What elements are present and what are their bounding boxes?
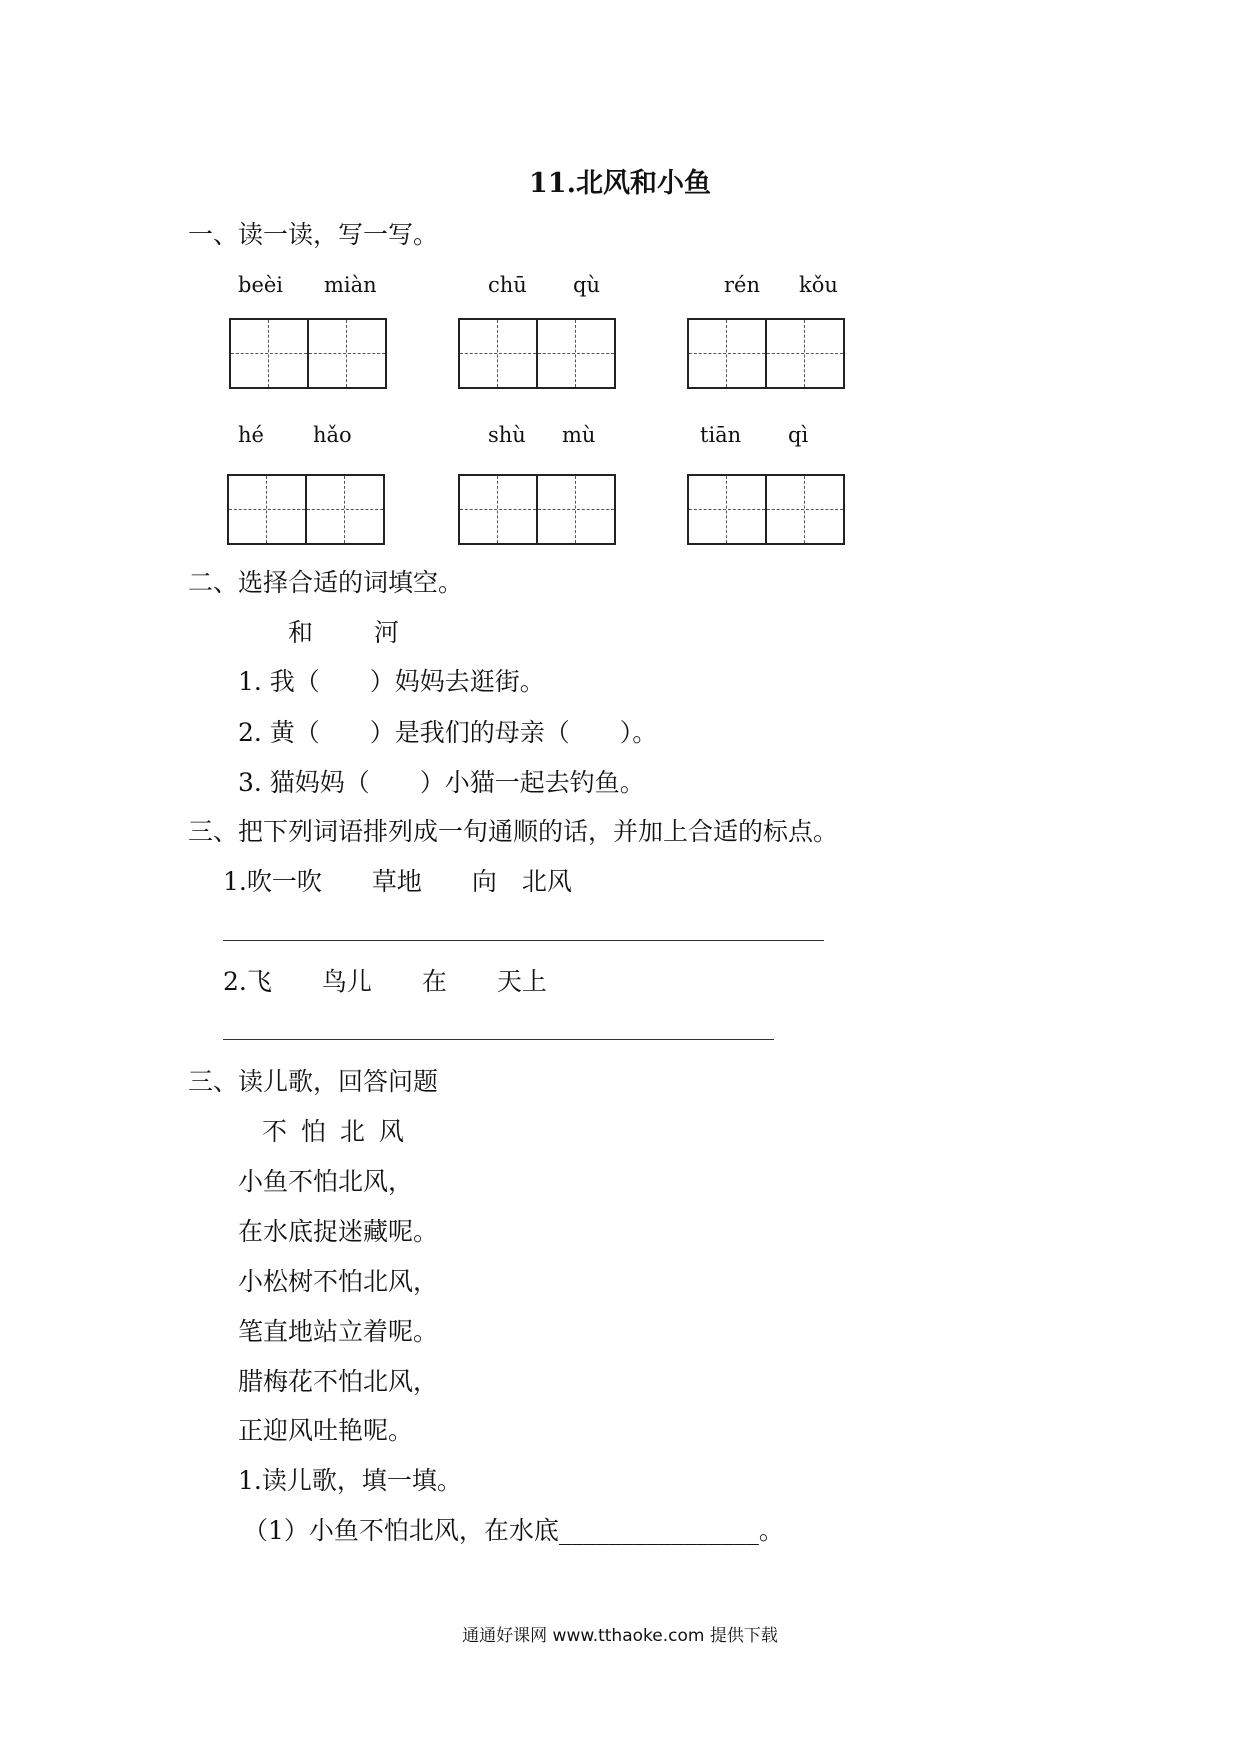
guide-line-vertical (726, 320, 727, 387)
guide-line-horizontal (689, 353, 765, 354)
guide-line-vertical (804, 320, 805, 387)
poem-line: 小鱼不怕北风， (238, 1167, 414, 1196)
pinyin-label: hǎo (313, 423, 352, 447)
writing-cell (536, 320, 614, 387)
word-choice: 河 (374, 618, 400, 647)
writing-cell (765, 320, 843, 387)
word-choice: 和 (288, 618, 314, 647)
poem-question: 1.读儿歌，填一填。 (238, 1466, 462, 1495)
guide-line-vertical (575, 476, 576, 543)
writing-cell (765, 476, 843, 543)
section1-heading: 一、读一读，写一写。 (188, 220, 439, 249)
poem-sub-question: （1）小鱼不怕北风，在水底________________。 (243, 1516, 784, 1545)
pinyin-label: hé (238, 423, 264, 447)
pinyin-label: chū (488, 273, 527, 297)
pinyin-label: mù (562, 423, 596, 447)
writing-grid (458, 474, 616, 545)
pinyin-label: kǒu (799, 273, 838, 297)
guide-line-horizontal (309, 353, 385, 354)
pinyin-label: rén (724, 273, 760, 297)
writing-grid (458, 318, 616, 389)
section2-heading: 二、选择合适的词填空。 (188, 568, 464, 597)
poem-title: 不 怕 北 风 (262, 1117, 404, 1146)
writing-cell (231, 320, 307, 387)
writing-cell (229, 476, 305, 543)
section4-heading: 三、读儿歌，回答问题 (188, 1067, 439, 1096)
guide-line-vertical (346, 320, 347, 387)
writing-grid (687, 318, 845, 389)
guide-line-vertical (266, 476, 267, 543)
guide-line-horizontal (460, 353, 536, 354)
page-title: 11.北风和小鱼 (529, 168, 711, 199)
guide-line-vertical (497, 320, 498, 387)
guide-line-vertical (726, 476, 727, 543)
word-order-item: 1.吹一吹 草地 向 北风 (223, 867, 572, 896)
writing-cell (689, 320, 765, 387)
guide-line-vertical (575, 320, 576, 387)
poem-line: 小松树不怕北风， (238, 1267, 439, 1296)
writing-cell (460, 476, 536, 543)
pinyin-label: beèi (238, 273, 284, 297)
pinyin-label: qì (788, 423, 809, 447)
guide-line-vertical (497, 476, 498, 543)
writing-grid (227, 474, 385, 545)
guide-line-horizontal (307, 509, 383, 510)
guide-line-horizontal (538, 509, 614, 510)
pinyin-label: tiān (700, 423, 742, 447)
footer-source: 通通好课网 www.tthaoke.com 提供下载 (462, 1626, 778, 1646)
guide-line-horizontal (231, 353, 307, 354)
fill-blank-question: 1. 我（ ）妈妈去逛街。 (238, 667, 545, 696)
writing-grid (687, 474, 845, 545)
guide-line-horizontal (767, 353, 843, 354)
fill-blank-question: 2. 黄（ ）是我们的母亲（ ）。 (238, 718, 658, 747)
guide-line-horizontal (229, 509, 305, 510)
guide-line-vertical (268, 320, 269, 387)
answer-line (223, 940, 824, 941)
pinyin-label: qù (573, 273, 600, 297)
guide-line-horizontal (689, 509, 765, 510)
pinyin-label: shù (488, 423, 526, 447)
guide-line-vertical (804, 476, 805, 543)
guide-line-horizontal (767, 509, 843, 510)
poem-line: 笔直地站立着呢。 (238, 1317, 439, 1346)
writing-cell (689, 476, 765, 543)
writing-grid (229, 318, 387, 389)
writing-cell (536, 476, 614, 543)
guide-line-horizontal (460, 509, 536, 510)
guide-line-vertical (344, 476, 345, 543)
poem-line: 正迎风吐艳呢。 (238, 1416, 414, 1445)
poem-line: 腊梅花不怕北风， (238, 1367, 439, 1396)
guide-line-horizontal (538, 353, 614, 354)
writing-cell (307, 320, 385, 387)
writing-cell (305, 476, 383, 543)
section3-heading: 三、把下列词语排列成一句通顺的话，并加上合适的标点。 (188, 817, 839, 846)
writing-cell (460, 320, 536, 387)
word-order-item: 2.飞 鸟儿 在 天上 (223, 967, 547, 996)
fill-blank-question: 3. 猫妈妈（ ）小猫一起去钓鱼。 (238, 768, 645, 797)
pinyin-label: miàn (324, 273, 377, 297)
poem-line: 在水底捉迷藏呢。 (238, 1217, 439, 1246)
answer-line (223, 1039, 774, 1040)
